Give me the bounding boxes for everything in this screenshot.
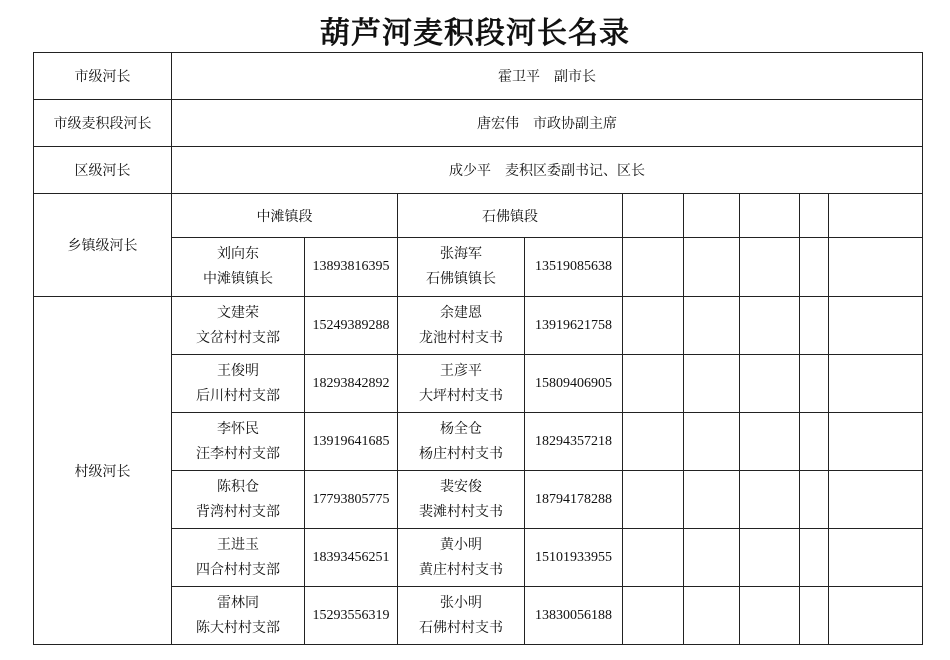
empty-cell xyxy=(684,355,740,413)
empty-cell xyxy=(684,471,740,529)
empty-cell xyxy=(623,471,684,529)
chief-name: 王俊明 xyxy=(217,362,259,379)
district-chief-name: 成少平 xyxy=(449,163,491,179)
phone-number: 18794178288 xyxy=(525,471,623,529)
empty-cell xyxy=(829,194,923,238)
empty-cell xyxy=(800,587,829,645)
chief-name: 李怀民 xyxy=(217,420,259,437)
village-chief-a xyxy=(172,355,305,413)
empty-cell xyxy=(684,529,740,587)
empty-cell xyxy=(740,355,800,413)
empty-cell xyxy=(623,238,684,297)
empty-cell xyxy=(623,529,684,587)
township-chief-label: 乡镇级河长 xyxy=(34,194,172,297)
chief-name: 黄小明 xyxy=(440,536,482,553)
phone-number: 15249389288 xyxy=(305,297,398,355)
village-chief-b xyxy=(398,587,525,645)
empty-cell xyxy=(800,238,829,297)
phone-number: 13893816395 xyxy=(305,238,398,297)
chief-name: 张小明 xyxy=(440,594,482,611)
phone-number: 18293842892 xyxy=(305,355,398,413)
village-chief-a xyxy=(172,587,305,645)
chief-org: 后川村村支部 xyxy=(196,387,280,404)
chief-org: 汪李村村支部 xyxy=(196,445,280,462)
empty-cell xyxy=(829,587,923,645)
district-chief-row xyxy=(34,147,923,194)
chief-name: 文建荣 xyxy=(217,304,259,321)
chief-org: 石佛村村支书 xyxy=(419,619,503,636)
village-row xyxy=(34,297,923,355)
empty-cell xyxy=(800,297,829,355)
empty-cell xyxy=(623,194,684,238)
township-leader-shifo xyxy=(398,238,525,297)
chief-name: 余建恩 xyxy=(440,304,482,321)
chief-name: 杨全仓 xyxy=(440,420,482,437)
empty-cell xyxy=(829,355,923,413)
empty-cell xyxy=(740,529,800,587)
empty-cell xyxy=(623,413,684,471)
township-leader-zhongtan xyxy=(172,238,305,297)
village-chief-b xyxy=(398,413,525,471)
village-chief-a xyxy=(172,529,305,587)
empty-cell xyxy=(684,297,740,355)
village-chief-a xyxy=(172,413,305,471)
city-section-chief-role: 市政协副主席 xyxy=(533,116,617,132)
district-chief-label: 区级河长 xyxy=(34,147,172,194)
district-chief-cell xyxy=(172,147,923,194)
village-chief-a xyxy=(172,471,305,529)
empty-cell xyxy=(800,529,829,587)
chief-org: 大坪村村支书 xyxy=(419,387,503,404)
chief-org: 四合村村支部 xyxy=(196,561,280,578)
empty-cell xyxy=(684,194,740,238)
village-chief-b xyxy=(398,471,525,529)
empty-cell xyxy=(829,238,923,297)
leader-role: 石佛镇镇长 xyxy=(426,271,496,287)
phone-number: 13519085638 xyxy=(525,238,623,297)
empty-cell xyxy=(829,413,923,471)
phone-number: 15293556319 xyxy=(305,587,398,645)
phone-number: 15101933955 xyxy=(525,529,623,587)
empty-cell xyxy=(829,471,923,529)
phone-number: 13830056188 xyxy=(525,587,623,645)
chief-name: 雷林同 xyxy=(217,594,259,611)
chief-name: 裴安俊 xyxy=(440,478,482,495)
city-section-chief-label: 市级麦积段河长 xyxy=(34,100,172,147)
city-chief-label: 市级河长 xyxy=(34,53,172,100)
phone-number: 13919641685 xyxy=(305,413,398,471)
empty-cell xyxy=(623,355,684,413)
village-chief-b xyxy=(398,297,525,355)
empty-cell xyxy=(740,471,800,529)
chief-org: 杨庄村村支书 xyxy=(419,445,503,462)
village-chief-a xyxy=(172,297,305,355)
section-shifo: 石佛镇段 xyxy=(398,194,623,238)
page-title: 葫芦河麦积段河长名录 xyxy=(320,16,630,51)
leader-name: 张海军 xyxy=(440,246,482,262)
city-chief-row xyxy=(34,53,923,100)
phone-number: 15809406905 xyxy=(525,355,623,413)
empty-cell xyxy=(623,297,684,355)
river-chief-table xyxy=(33,52,923,645)
empty-cell xyxy=(800,355,829,413)
chief-org: 文岔村村支部 xyxy=(196,329,280,346)
empty-cell xyxy=(684,413,740,471)
township-header-row xyxy=(34,194,923,238)
chief-name: 王彦平 xyxy=(440,362,482,379)
city-section-chief-name: 唐宏伟 xyxy=(477,116,519,132)
section-zhongtan: 中滩镇段 xyxy=(172,194,398,238)
leader-role: 中滩镇镇长 xyxy=(203,271,273,287)
phone-number: 18393456251 xyxy=(305,529,398,587)
empty-cell xyxy=(800,471,829,529)
empty-cell xyxy=(740,238,800,297)
phone-number: 18294357218 xyxy=(525,413,623,471)
empty-cell xyxy=(829,297,923,355)
chief-org: 裴滩村村支书 xyxy=(419,503,503,520)
city-chief-name: 霍卫平 xyxy=(498,69,540,85)
city-chief-role: 副市长 xyxy=(554,69,596,85)
empty-cell xyxy=(623,587,684,645)
chief-org: 陈大村村支部 xyxy=(196,619,280,636)
chief-name: 王进玉 xyxy=(217,536,259,553)
village-chief-b xyxy=(398,355,525,413)
empty-cell xyxy=(684,238,740,297)
empty-cell xyxy=(800,194,829,238)
empty-cell xyxy=(829,529,923,587)
empty-cell xyxy=(740,413,800,471)
city-chief-cell xyxy=(172,53,923,100)
district-chief-role: 麦积区委副书记、区长 xyxy=(505,163,645,179)
empty-cell xyxy=(740,194,800,238)
empty-cell xyxy=(740,297,800,355)
chief-name: 陈积仓 xyxy=(217,478,259,495)
chief-org: 背湾村村支部 xyxy=(196,503,280,520)
city-section-chief-cell xyxy=(172,100,923,147)
village-chief-b xyxy=(398,529,525,587)
empty-cell xyxy=(740,587,800,645)
empty-cell xyxy=(800,413,829,471)
village-chief-label: 村级河长 xyxy=(34,297,172,645)
phone-number: 17793805775 xyxy=(305,471,398,529)
empty-cell xyxy=(684,587,740,645)
chief-org: 黄庄村村支书 xyxy=(419,561,503,578)
chief-org: 龙池村村支书 xyxy=(419,329,503,346)
phone-number: 13919621758 xyxy=(525,297,623,355)
leader-name: 刘向东 xyxy=(217,246,259,262)
city-section-chief-row xyxy=(34,100,923,147)
